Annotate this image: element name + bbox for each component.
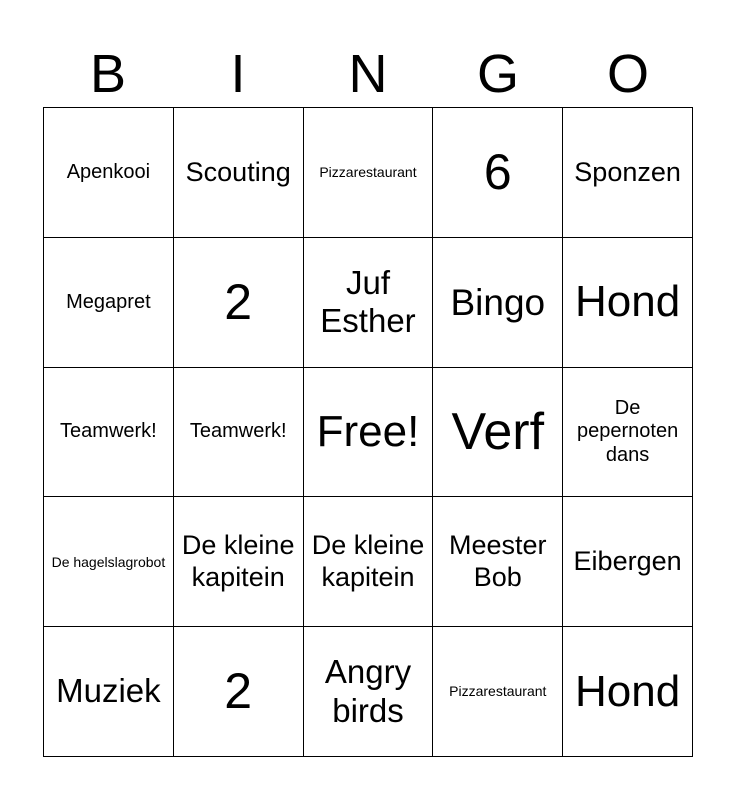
header-letter-i: I <box>230 44 246 104</box>
bingo-cell[interactable]: 6 <box>433 108 563 238</box>
bingo-cell[interactable]: De pepernoten dans <box>563 368 693 498</box>
bingo-cell[interactable]: 2 <box>174 238 304 368</box>
free-space-cell[interactable]: Free! <box>304 368 434 498</box>
bingo-cell[interactable]: De kleine kapitein <box>304 497 434 627</box>
header-letter-o: O <box>606 44 649 104</box>
bingo-cell[interactable]: Pizzarestaurant <box>304 108 434 238</box>
bingo-cell[interactable]: Teamwerk! <box>174 368 304 498</box>
header-letter-n: N <box>348 44 388 104</box>
bingo-cell[interactable]: Juf Esther <box>304 238 434 368</box>
bingo-cell[interactable]: Megapret <box>44 238 174 368</box>
bingo-cell[interactable]: Eibergen <box>563 497 693 627</box>
bingo-board <box>43 107 693 757</box>
bingo-cell[interactable]: Bingo <box>433 238 563 368</box>
bingo-cell[interactable]: Hond <box>563 238 693 368</box>
bingo-cell[interactable]: Verf <box>433 368 563 498</box>
bingo-cell[interactable]: Meester Bob <box>433 497 563 627</box>
bingo-cell[interactable]: Apenkooi <box>44 108 174 238</box>
bingo-cell[interactable]: Pizzarestaurant <box>433 627 563 757</box>
header-letter-g: G <box>476 44 519 104</box>
bingo-cell[interactable]: Angry birds <box>304 627 434 757</box>
bingo-cell[interactable]: Scouting <box>174 108 304 238</box>
bingo-header <box>43 42 693 106</box>
bingo-cell[interactable]: Hond <box>563 627 693 757</box>
bingo-cell[interactable]: De hagelslagrobot <box>44 497 174 627</box>
bingo-cell[interactable]: 2 <box>174 627 304 757</box>
bingo-cell[interactable]: Sponzen <box>563 108 693 238</box>
bingo-cell[interactable]: Muziek <box>44 627 174 757</box>
bingo-cell[interactable]: Teamwerk! <box>44 368 174 498</box>
header-letter-b: B <box>89 44 127 104</box>
bingo-cell[interactable]: De kleine kapitein <box>174 497 304 627</box>
